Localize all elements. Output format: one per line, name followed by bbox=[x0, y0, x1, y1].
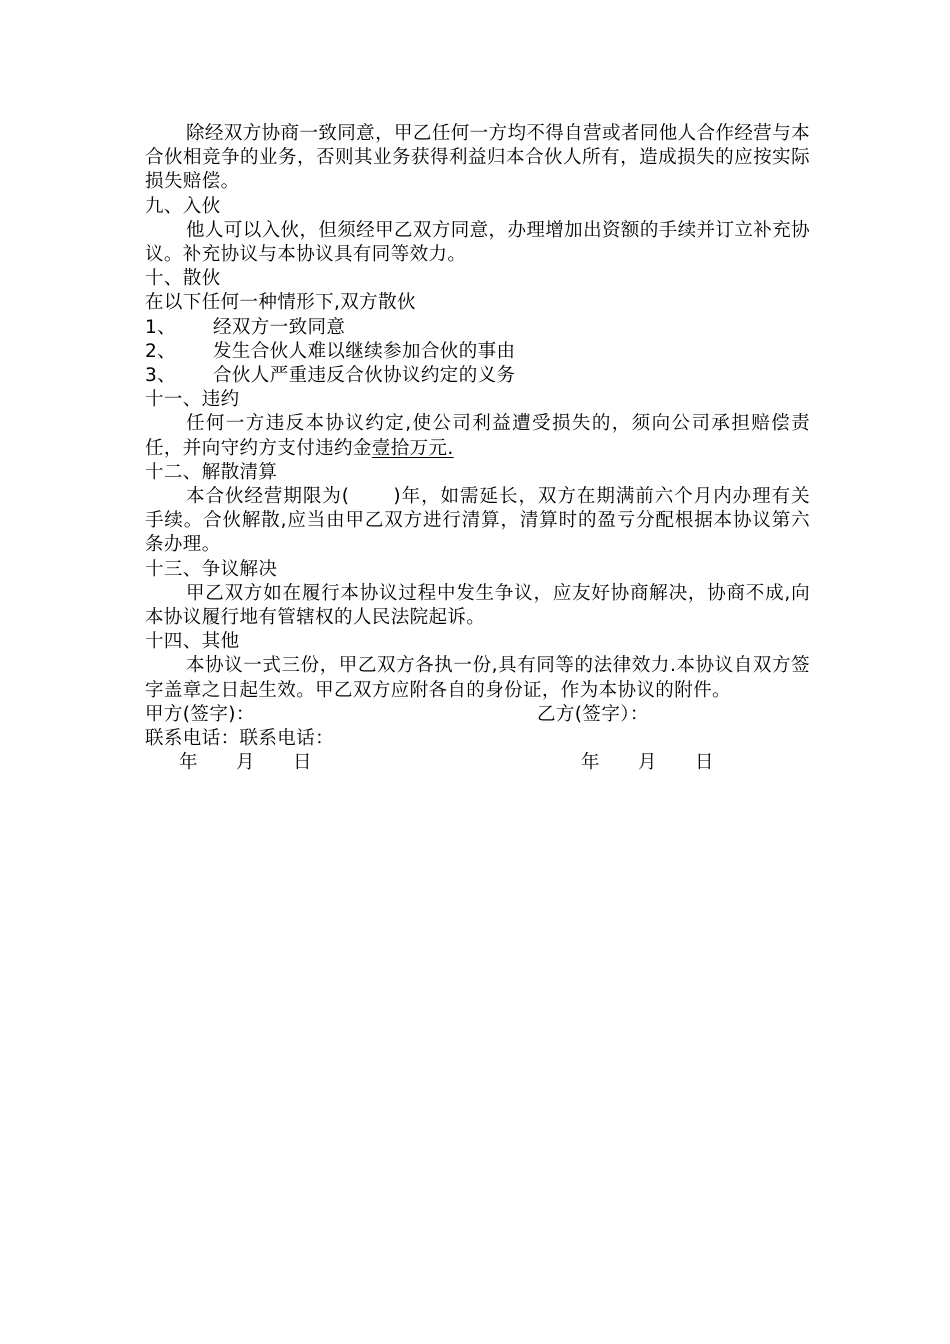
signature-row bbox=[145, 703, 810, 727]
heading-section-12: 十二、解散清算 bbox=[145, 461, 278, 483]
list-item-text: 合伙人严重违反合伙协议约定的义务 bbox=[213, 365, 516, 387]
date-year-label: 年 bbox=[179, 752, 198, 774]
phone-row bbox=[145, 727, 810, 751]
date-row bbox=[145, 751, 810, 775]
party-a-signature-label: 甲方(签字)： bbox=[145, 703, 255, 725]
list-item-number: 1、 bbox=[145, 316, 177, 338]
date-day-label: 日 bbox=[695, 752, 714, 774]
paragraph-section-9: 他人可以入伙，但须经甲乙双方同意，办理增加出资额的手续并订立补充协议。补充协议与本协议具有同等效力。 bbox=[145, 219, 810, 266]
party-b-date bbox=[581, 751, 752, 775]
date-day-label: 日 bbox=[293, 752, 312, 774]
contact-phone-labels: 联系电话：联系电话： bbox=[145, 728, 335, 750]
heading-section-10: 十、散伙 bbox=[145, 268, 221, 290]
heading-section-14: 十四、其他 bbox=[145, 631, 240, 653]
paragraph-section-11 bbox=[145, 412, 810, 460]
paragraph-section-10-intro: 在以下任何一种情形下,双方散伙 bbox=[145, 292, 416, 314]
paragraph-section-13: 甲乙双方如在履行本协议过程中发生争议，应友好协商解决，协商不成,向本协议履行地有管辖权的人民法院起诉。 bbox=[145, 582, 810, 629]
list-item-number: 3、 bbox=[145, 365, 177, 387]
list-item-text: 发生合伙人难以继续参加合伙的事由 bbox=[213, 340, 516, 362]
paragraph-non-compete: 除经双方协商一致同意，甲乙任何一方均不得自营或者同他人合作经营与本合伙相竞争的业务，否则其业务获得利益归本合伙人所有，造成损失的应按实际损失赔偿。 bbox=[145, 123, 810, 193]
paragraph-section-12-part-b: )年，如需延长，双方在期满前六个月内办理有关手续。合伙解散,应当由甲乙双方进行清算，清算时的盈亏分配根据本协议第六条办理。 bbox=[145, 486, 810, 556]
date-month-label: 月 bbox=[638, 752, 657, 774]
list-item bbox=[145, 316, 810, 340]
document-body bbox=[145, 122, 810, 775]
paragraph-section-14: 本协议一式三份，甲乙双方各执一份,具有同等的法律效力.本协议自双方签字盖章之日起生效。甲乙双方应附各自的身份证，作为本协议的附件。 bbox=[145, 655, 810, 701]
list-item-number: 2、 bbox=[145, 340, 177, 362]
heading-section-9: 九、入伙 bbox=[145, 195, 221, 217]
penalty-amount: 壹拾万元. bbox=[371, 437, 454, 459]
heading-section-13: 十三、争议解决 bbox=[145, 558, 278, 580]
party-a-date bbox=[179, 751, 350, 775]
list-item-text: 经双方一致同意 bbox=[213, 316, 346, 338]
list-item bbox=[145, 340, 810, 364]
list-item bbox=[145, 364, 810, 388]
date-year-label: 年 bbox=[581, 752, 600, 774]
paragraph-section-12-part-a: 本合伙经营期限为( bbox=[186, 486, 350, 508]
date-month-label: 月 bbox=[236, 752, 255, 774]
paragraph-section-11-text: 任何一方违反本协议约定,使公司利益遭受损失的，须向公司承担赔偿责任，并向守约方支付违约金 bbox=[145, 413, 810, 459]
heading-section-11: 十一、违约 bbox=[145, 389, 240, 411]
party-b-signature-label: 乙方(签字）： bbox=[537, 703, 649, 725]
paragraph-section-12 bbox=[145, 485, 810, 558]
